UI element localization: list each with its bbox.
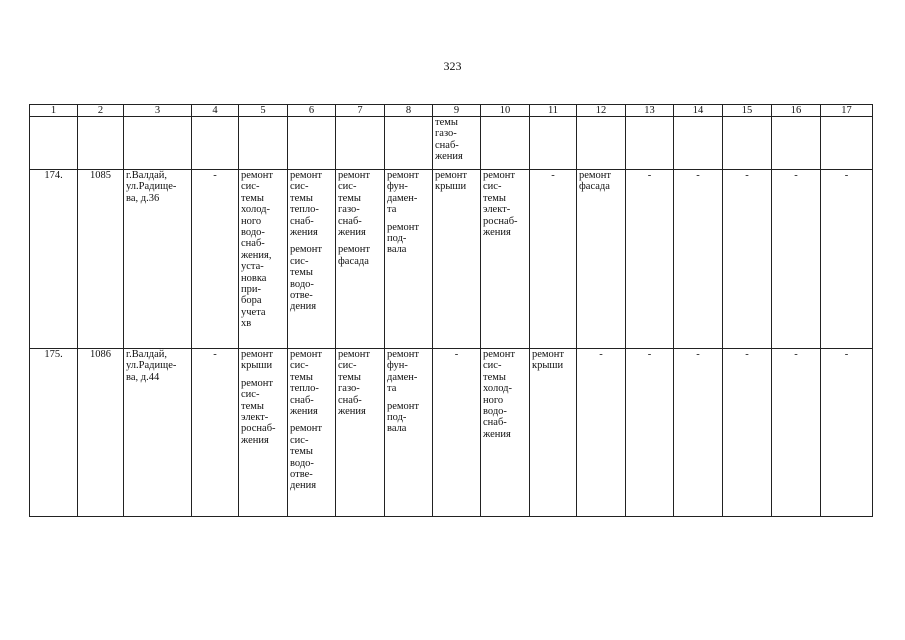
cell-c9 bbox=[433, 170, 481, 349]
dash: - bbox=[454, 349, 459, 360]
work-item: ремонт сис- темы газо- снаб- жения bbox=[338, 349, 371, 418]
work-item: ремонт фун- дамен- та bbox=[387, 349, 420, 395]
work-item: ремонт крыши bbox=[435, 170, 468, 193]
dash: - bbox=[696, 170, 700, 181]
cell-c15 bbox=[723, 170, 772, 349]
work-item: ремонт крыши bbox=[241, 349, 274, 372]
cell-c11 bbox=[530, 170, 577, 349]
dash: - bbox=[213, 349, 217, 360]
cell-c8 bbox=[385, 170, 433, 349]
dash: - bbox=[551, 170, 555, 181]
column-header: 7 bbox=[336, 105, 385, 117]
dash: - bbox=[647, 349, 652, 360]
cell-c15 bbox=[723, 349, 772, 517]
work-item: ремонт сис- темы тепло- снаб- жения bbox=[290, 170, 323, 239]
continuation-row bbox=[30, 117, 873, 170]
cell-c6 bbox=[288, 349, 336, 517]
column-header: 11 bbox=[530, 105, 577, 117]
cell-c12 bbox=[577, 170, 626, 349]
work-item: ремонт сис- темы газо- снаб- жения bbox=[338, 170, 371, 239]
cell-c11 bbox=[530, 349, 577, 517]
cell-c8 bbox=[385, 349, 433, 517]
dash: - bbox=[844, 349, 849, 360]
dash: - bbox=[844, 170, 849, 181]
column-header: 13 bbox=[626, 105, 674, 117]
column-header: 5 bbox=[239, 105, 288, 117]
work-item: ремонт фун- дамен- та bbox=[387, 170, 420, 216]
cell-c13 bbox=[626, 170, 674, 349]
column-header: 8 bbox=[385, 105, 433, 117]
house-id: 1086 bbox=[78, 349, 124, 517]
dash: - bbox=[745, 170, 749, 181]
cell-c13 bbox=[626, 349, 674, 517]
address-cell bbox=[124, 170, 192, 349]
work-item: ремонт сис- темы холод- ного водо- снаб- жения, уста- новка при- бора учета хв bbox=[241, 170, 274, 330]
address-cell bbox=[124, 349, 192, 517]
work-item: ремонт крыши bbox=[532, 349, 565, 372]
cell-c7 bbox=[336, 170, 385, 349]
cell-c4 bbox=[192, 349, 239, 517]
cell-c12 bbox=[577, 349, 626, 517]
dash: - bbox=[794, 170, 798, 181]
table-row bbox=[30, 170, 873, 349]
cell-c4 bbox=[192, 170, 239, 349]
dash: - bbox=[794, 349, 798, 360]
dash: - bbox=[599, 349, 603, 360]
dash: - bbox=[213, 170, 217, 181]
cell-c10 bbox=[481, 170, 530, 349]
column-header: 17 bbox=[821, 105, 873, 117]
row-number: 175. bbox=[30, 349, 78, 517]
cell-c16 bbox=[772, 170, 821, 349]
cell-c16 bbox=[772, 349, 821, 517]
column-header: 15 bbox=[723, 105, 772, 117]
column-header: 12 bbox=[577, 105, 626, 117]
cell-c14 bbox=[674, 349, 723, 517]
cell-c17 bbox=[821, 170, 873, 349]
column-header: 16 bbox=[772, 105, 821, 117]
work-item: ремонт под- вала bbox=[387, 400, 420, 435]
page-number: 323 bbox=[443, 59, 462, 73]
cell-c5 bbox=[239, 170, 288, 349]
house-id: 1085 bbox=[78, 170, 124, 349]
dash: - bbox=[745, 349, 749, 360]
row-number: 174. bbox=[30, 170, 78, 349]
repair-schedule-table bbox=[29, 104, 873, 517]
column-header: 1 bbox=[30, 105, 78, 117]
cell-c10 bbox=[481, 349, 530, 517]
work-item: ремонт под- вала bbox=[387, 221, 420, 256]
table-row bbox=[30, 349, 873, 517]
work-item: ремонт сис- темы элект- роснаб- жения bbox=[483, 170, 518, 239]
work-item: ремонт сис- темы водо- отве- дения bbox=[290, 244, 323, 313]
cell-c7 bbox=[336, 349, 385, 517]
dash: - bbox=[696, 349, 700, 360]
column-header: 10 bbox=[481, 105, 530, 117]
address-text: г.Валдай, ул.Радище- ва, д.44 bbox=[126, 349, 177, 383]
cell-c9 bbox=[433, 349, 481, 517]
work-item: ремонт сис- темы элект- роснаб- жения bbox=[241, 377, 276, 446]
column-header: 14 bbox=[674, 105, 723, 117]
column-number-row bbox=[30, 105, 873, 117]
cell-c6 bbox=[288, 170, 336, 349]
dash: - bbox=[647, 170, 652, 181]
column-header: 3 bbox=[124, 105, 192, 117]
work-item: ремонт фасада bbox=[579, 170, 612, 193]
work-item: ремонт сис- темы холод- ного водо- снаб- жения bbox=[483, 349, 516, 440]
cell-c5 bbox=[239, 349, 288, 517]
column-header: 2 bbox=[78, 105, 124, 117]
work-item: ремонт сис- темы тепло- снаб- жения bbox=[290, 349, 323, 418]
continuation-cell: темы газо- снаб- жения bbox=[433, 117, 481, 170]
column-header: 9 bbox=[433, 105, 481, 117]
cell-c17 bbox=[821, 349, 873, 517]
address-text: г.Валдай, ул.Радище- ва, д.36 bbox=[126, 170, 177, 204]
cell-c14 bbox=[674, 170, 723, 349]
work-item: ремонт сис- темы водо- отве- дения bbox=[290, 423, 323, 492]
column-header: 4 bbox=[192, 105, 239, 117]
column-header: 6 bbox=[288, 105, 336, 117]
work-item: ремонт фасада bbox=[338, 244, 371, 267]
